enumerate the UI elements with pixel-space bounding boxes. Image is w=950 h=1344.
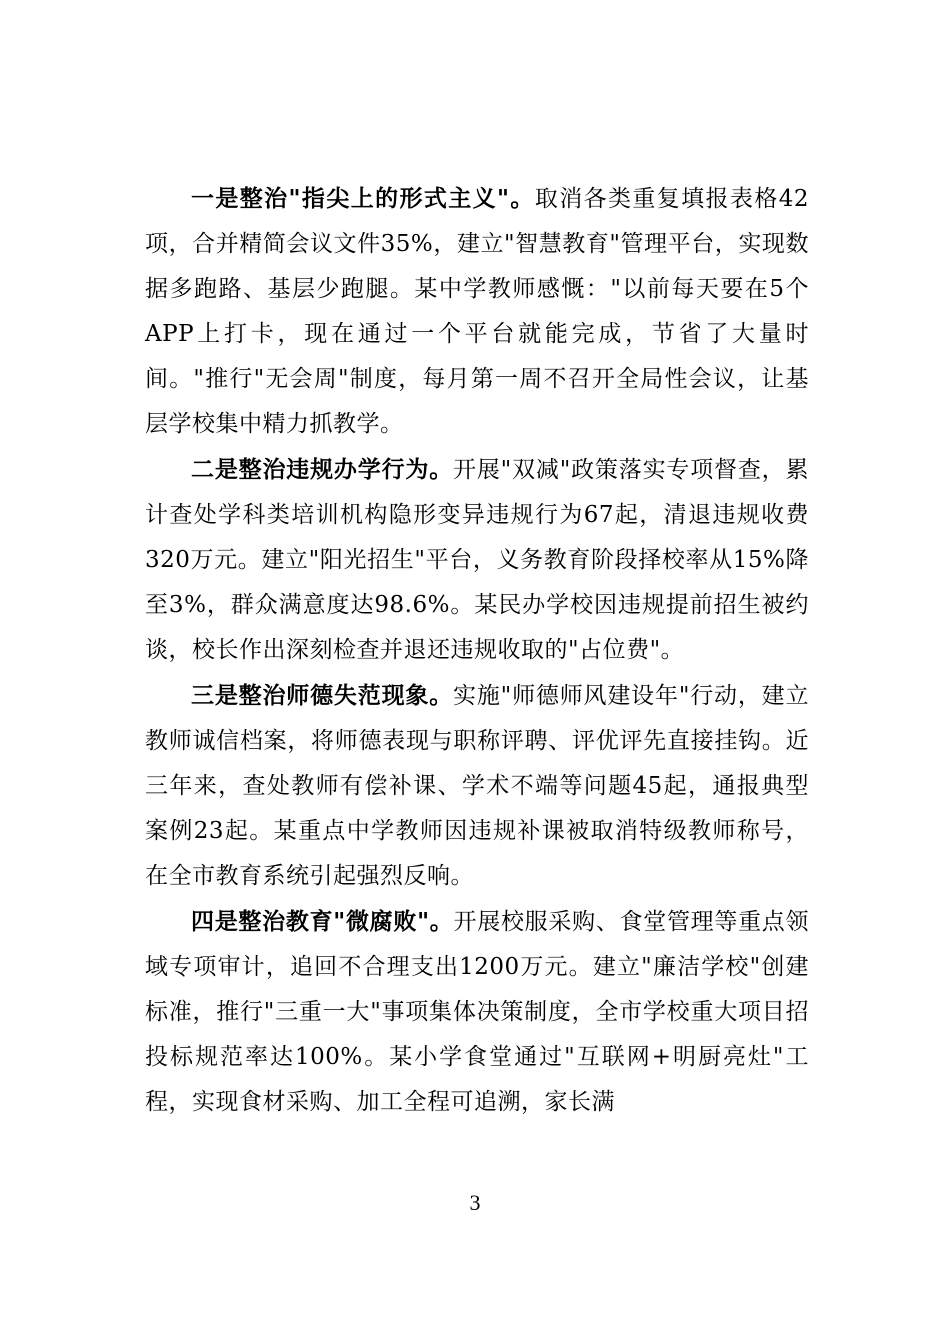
paragraph-text: 实施"师德师风建设年"行动，建立教师诚信档案，将师德表现与职称评聘、评优评先直接挂钩。近三年来，查处教师有偿补课、学术不端等问题45起，通报典型案例23起。某重点中学教师因违规补课被取消特级教师称号，在全市教育系统引起强烈反响。 [145,683,809,889]
paragraph-text: 开展校服采购、食堂管理等重点领域专项审计，追回不合理支出1200万元。建立"廉洁学校"创建标准，推行"三重一大"事项集体决策制度，全市学校重大项目招投标规范率达100%。某小学食堂通过"互联网+明厨亮灶"工程，实现食材采购、加工全程可追溯，家长满 [145,909,810,1115]
paragraph-text: 开展"双减"政策落实专项督查，累计查处学科类培训机构隐形变异违规行为67起，清退违规收费320万元。建立"阳光招生"平台，义务教育阶段择校率从15%降至3%，群众满意度达98.6%。某民办学校因违规提前招生被约谈，校长作出深刻检查并退还违规收取的"占位费"。 [145,457,809,663]
paragraph-heading: 二是整治违规办学行为。 [191,456,454,483]
paragraph-micro-corruption [145,899,809,1125]
paragraph-heading: 四是整治教育"微腐败"。 [191,908,454,935]
paragraph-school-conduct [145,447,809,673]
paragraph-teacher-ethics [145,673,809,899]
paragraph-heading: 三是整治师德失范现象。 [191,682,454,709]
paragraph-text: 取消各类重复填报表格42项，合并精简会议文件35%，建立"智慧教育"管理平台，实现数据多跑路、基层少跑腿。某中学教师感慨："以前每天要在5个APP上打卡，现在通过一个平台就能完成，节省了大量时间。"推行"无会周"制度，每月第一周不召开全局性会议，让基层学校集中精力抓教学。 [145,186,809,437]
paragraph-formalism [145,176,809,447]
page-number: 3 [469,1190,481,1215]
document-body [145,176,809,1125]
paragraph-heading: 一是整治"指尖上的形式主义"。 [191,185,535,212]
